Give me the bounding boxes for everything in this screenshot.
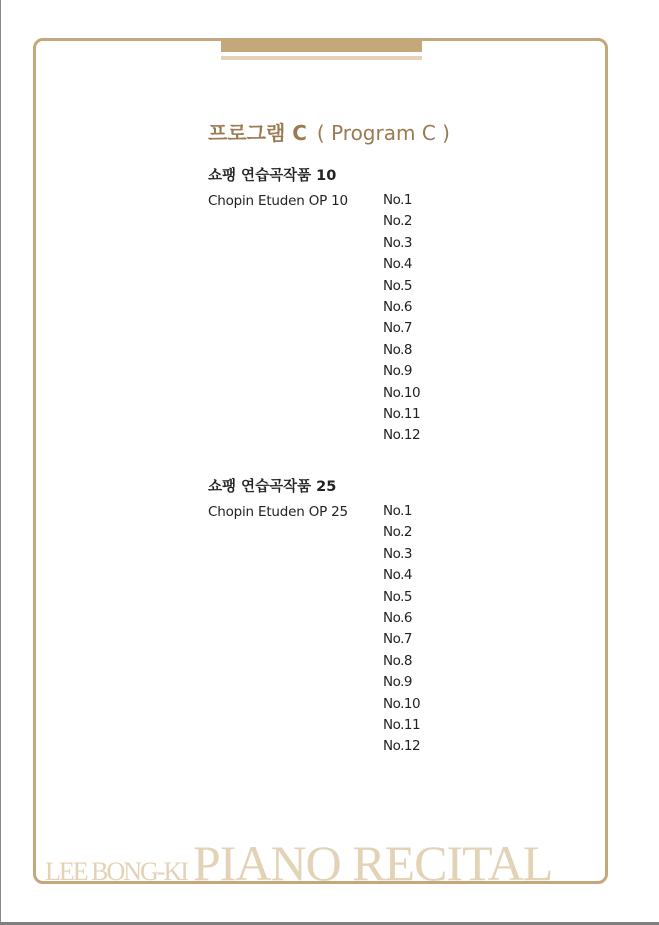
list-item: No.1	[383, 192, 413, 208]
list-item: No.10	[383, 695, 421, 712]
list-item: No.5	[383, 277, 413, 294]
list-item: No.12	[383, 427, 421, 444]
list-item: No.4	[383, 567, 413, 584]
list-item: No.5	[383, 588, 413, 605]
list-item: No.8	[383, 341, 413, 358]
program-title	[208, 117, 450, 146]
list-item: No.2	[383, 524, 413, 541]
etude-list-op25	[383, 501, 420, 758]
list-item: No.6	[383, 609, 413, 626]
list-item: No.11	[383, 405, 421, 422]
program-title-korean: 프로그램 C	[208, 121, 307, 145]
list-item: No.3	[383, 234, 413, 251]
piece-title-op25: Chopin Etuden OP 25	[208, 504, 348, 520]
list-item: No.7	[383, 631, 413, 648]
frame-tab-bar	[221, 38, 422, 52]
list-item: No.12	[383, 738, 421, 755]
program-title-english: ( Program C )	[316, 121, 450, 145]
section-heading-op10: 쇼팽 연습곡작품 10	[208, 168, 337, 184]
etude-list-op10	[383, 190, 420, 447]
event-name: PIANO RECITAL	[192, 835, 553, 891]
list-item: No.2	[383, 213, 413, 230]
list-item: No.8	[383, 652, 413, 669]
list-item: No.1	[383, 503, 413, 519]
list-item: No.7	[383, 320, 413, 337]
list-item: No.4	[383, 256, 413, 273]
list-item: No.6	[383, 298, 413, 315]
page-edge-left	[0, 0, 1, 925]
frame-tab-underline	[221, 56, 422, 60]
list-item: No.9	[383, 363, 413, 380]
list-item: No.3	[383, 545, 413, 562]
performer-name: LEE BONG-KI	[45, 857, 187, 886]
recital-footer-title	[45, 835, 553, 891]
list-item: No.11	[383, 716, 421, 733]
list-item: No.10	[383, 384, 421, 401]
list-item: No.9	[383, 674, 413, 691]
piece-title-op10: Chopin Etuden OP 10	[208, 193, 348, 209]
section-heading-op25: 쇼팽 연습곡작품 25	[208, 479, 337, 495]
